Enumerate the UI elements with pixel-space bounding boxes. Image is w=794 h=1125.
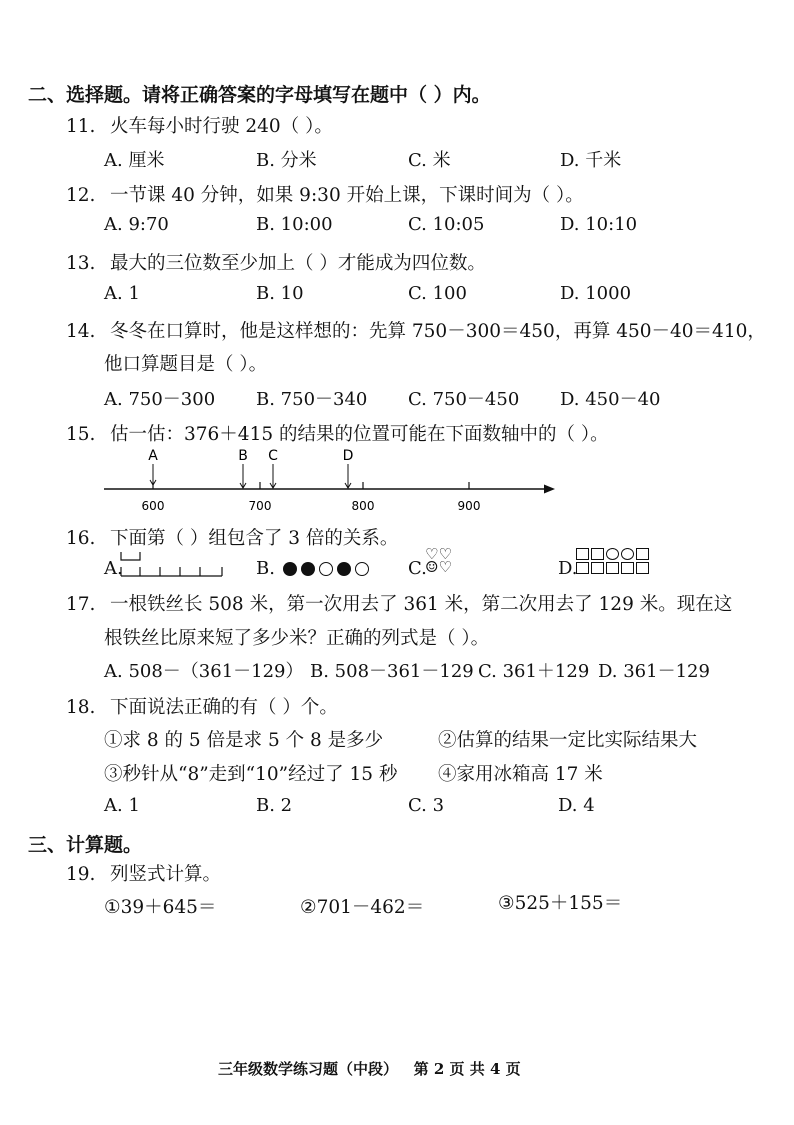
- question-text: 火车每小时行驶 240（ ）。: [110, 116, 333, 137]
- q16-option-c-letter: C.: [408, 558, 427, 579]
- short-segment: [121, 552, 140, 560]
- q11-option-d: D. 千米: [560, 150, 622, 171]
- arrow-label-c: C: [268, 448, 278, 464]
- circle-icon: [621, 548, 634, 560]
- question-text: 下面第（ ）组包含了 3 倍的关系。: [110, 528, 399, 549]
- circle-icon: [606, 548, 619, 560]
- square-icon: [591, 548, 604, 560]
- question-16: [66, 524, 398, 550]
- question-text: 一节课 40 分钟，如果 9:30 开始上课，下课时间为（ ）。: [110, 185, 584, 206]
- empty-circle-icon: [355, 562, 369, 576]
- filled-circle-icon: [301, 562, 315, 576]
- number-line: [100, 444, 560, 516]
- question-number: 13.: [66, 253, 96, 274]
- square-icon: [636, 548, 649, 560]
- square-icon: [621, 562, 634, 574]
- q13-option-b: B. 10: [256, 283, 304, 304]
- q13-option-a: A. 1: [104, 283, 140, 304]
- question-text-line-1: 冬冬在口算时，他是这样想的：先算 750－300＝450，再算 450－40＝410，: [110, 321, 766, 342]
- q12-option-a: A. 9:70: [104, 214, 169, 235]
- filled-circle-icon: [283, 562, 297, 576]
- q14-option-b: B. 750－340: [256, 389, 368, 410]
- q18-option-c: C. 3: [408, 795, 445, 816]
- question-17: [66, 590, 732, 616]
- q17-option-c: C. 361＋129: [478, 661, 590, 682]
- tick-label-900: 900: [457, 499, 481, 513]
- q17-option-b: B. 508－361－129: [310, 661, 474, 682]
- section-2-title: 二、选择题。请将正确答案的字母填写在题中（ ）内。: [28, 84, 491, 106]
- q18-option-d: D. 4: [558, 795, 595, 816]
- q18-option-a: A. 1: [104, 795, 140, 816]
- square-icon: [606, 562, 619, 574]
- question-number: 16.: [66, 528, 96, 549]
- q16-option-a-letter: A.: [104, 558, 123, 579]
- question-number: 19.: [66, 864, 96, 885]
- question-13: [66, 249, 486, 275]
- question-number: 12.: [66, 185, 96, 206]
- question-text: 列竖式计算。: [110, 864, 222, 885]
- question-text: 下面说法正确的有（ ）个。: [110, 697, 338, 718]
- arrow-label-d: D: [342, 448, 354, 464]
- question-14-line-2: 他口算题目是（ ）。: [104, 354, 268, 375]
- question-text: 最大的三位数至少加上（ ）才能成为四位数。: [110, 253, 486, 274]
- filled-circle-icon: [337, 562, 351, 576]
- arrow-label-a: A: [148, 448, 158, 464]
- question-text: 估一估：376＋415 的结果的位置可能在下面数轴中的（ ）。: [110, 424, 609, 445]
- q16-option-d-squares: [575, 546, 650, 574]
- square-icon: [576, 562, 589, 574]
- arrow-label-b: B: [238, 448, 248, 464]
- q12-option-d: D. 10:10: [560, 214, 638, 235]
- q18-statement-2: ②估算的结果一定比实际结果大: [438, 730, 698, 751]
- q19-item-1: ①39＋645＝: [104, 897, 217, 918]
- face-heart-row: ☺♡: [425, 558, 452, 576]
- empty-circle-icon: [319, 562, 333, 576]
- square-row: [575, 560, 650, 574]
- q14-option-c: C. 750－450: [408, 389, 520, 410]
- q16-option-c-symbols: [425, 545, 452, 576]
- square-icon: [636, 562, 649, 574]
- question-number: 11.: [66, 116, 96, 137]
- q11-option-c: C. 米: [408, 150, 451, 171]
- q18-statement-1: ①求 8 的 5 倍是求 5 个 8 是多少: [104, 730, 384, 751]
- q14-option-a: A. 750－300: [104, 389, 216, 410]
- question-19: [66, 860, 221, 886]
- q19-item-2: ②701－462＝: [300, 897, 425, 918]
- q18-option-b: B. 2: [256, 795, 293, 816]
- number-line-arrowhead: [544, 485, 555, 494]
- tick-label-800: 800: [351, 499, 375, 513]
- q14-option-d: D. 450－40: [560, 389, 661, 410]
- q13-option-d: D. 1000: [560, 283, 632, 304]
- question-12: [66, 181, 584, 207]
- question-number: 15.: [66, 424, 96, 445]
- tick-label-700: 700: [248, 499, 272, 513]
- question-text-line-1: 一根铁丝长 508 米，第一次用去了 361 米，第二次用去了 129 米。现在这: [110, 594, 733, 615]
- q13-option-c: C. 100: [408, 283, 467, 304]
- q17-option-d: D. 361－129: [598, 661, 710, 682]
- q19-item-3: ③525＋155＝: [498, 893, 623, 914]
- q16-option-d-letter: D.: [558, 558, 578, 579]
- page-footer: 三年级数学练习题（中段） 第 2 页 共 4 页: [218, 1060, 521, 1078]
- question-15: [66, 420, 609, 446]
- q18-statement-4: ④家用冰箱高 17 米: [438, 764, 603, 785]
- square-row: [575, 546, 650, 560]
- q12-option-b: B. 10:00: [256, 214, 333, 235]
- q12-option-c: C. 10:05: [408, 214, 485, 235]
- q17-option-a: A. 508－（361－129）: [104, 661, 304, 682]
- tick-label-600: 600: [141, 499, 165, 513]
- square-icon: [591, 562, 604, 574]
- question-17-line-2: 根铁丝比原来短了多少米？正确的列式是（ ）。: [104, 628, 490, 649]
- question-14: [66, 317, 766, 343]
- question-number: 17.: [66, 594, 96, 615]
- q11-option-b: B. 分米: [256, 150, 317, 171]
- heart-row: ♡♡: [425, 545, 452, 563]
- question-number: 18.: [66, 697, 96, 718]
- square-icon: [576, 548, 589, 560]
- question-number: 14.: [66, 321, 96, 342]
- q11-option-a: A. 厘米: [104, 150, 165, 171]
- q16-option-a-diagram: [118, 550, 226, 580]
- q18-statement-3: ③秒针从“8”走到“10”经过了 15 秒: [104, 764, 398, 785]
- question-18: [66, 693, 338, 719]
- section-3-title: 三、计算题。: [28, 834, 143, 856]
- q16-option-b-letter: B.: [256, 558, 275, 579]
- question-11: [66, 112, 333, 138]
- q16-option-b: [256, 558, 371, 579]
